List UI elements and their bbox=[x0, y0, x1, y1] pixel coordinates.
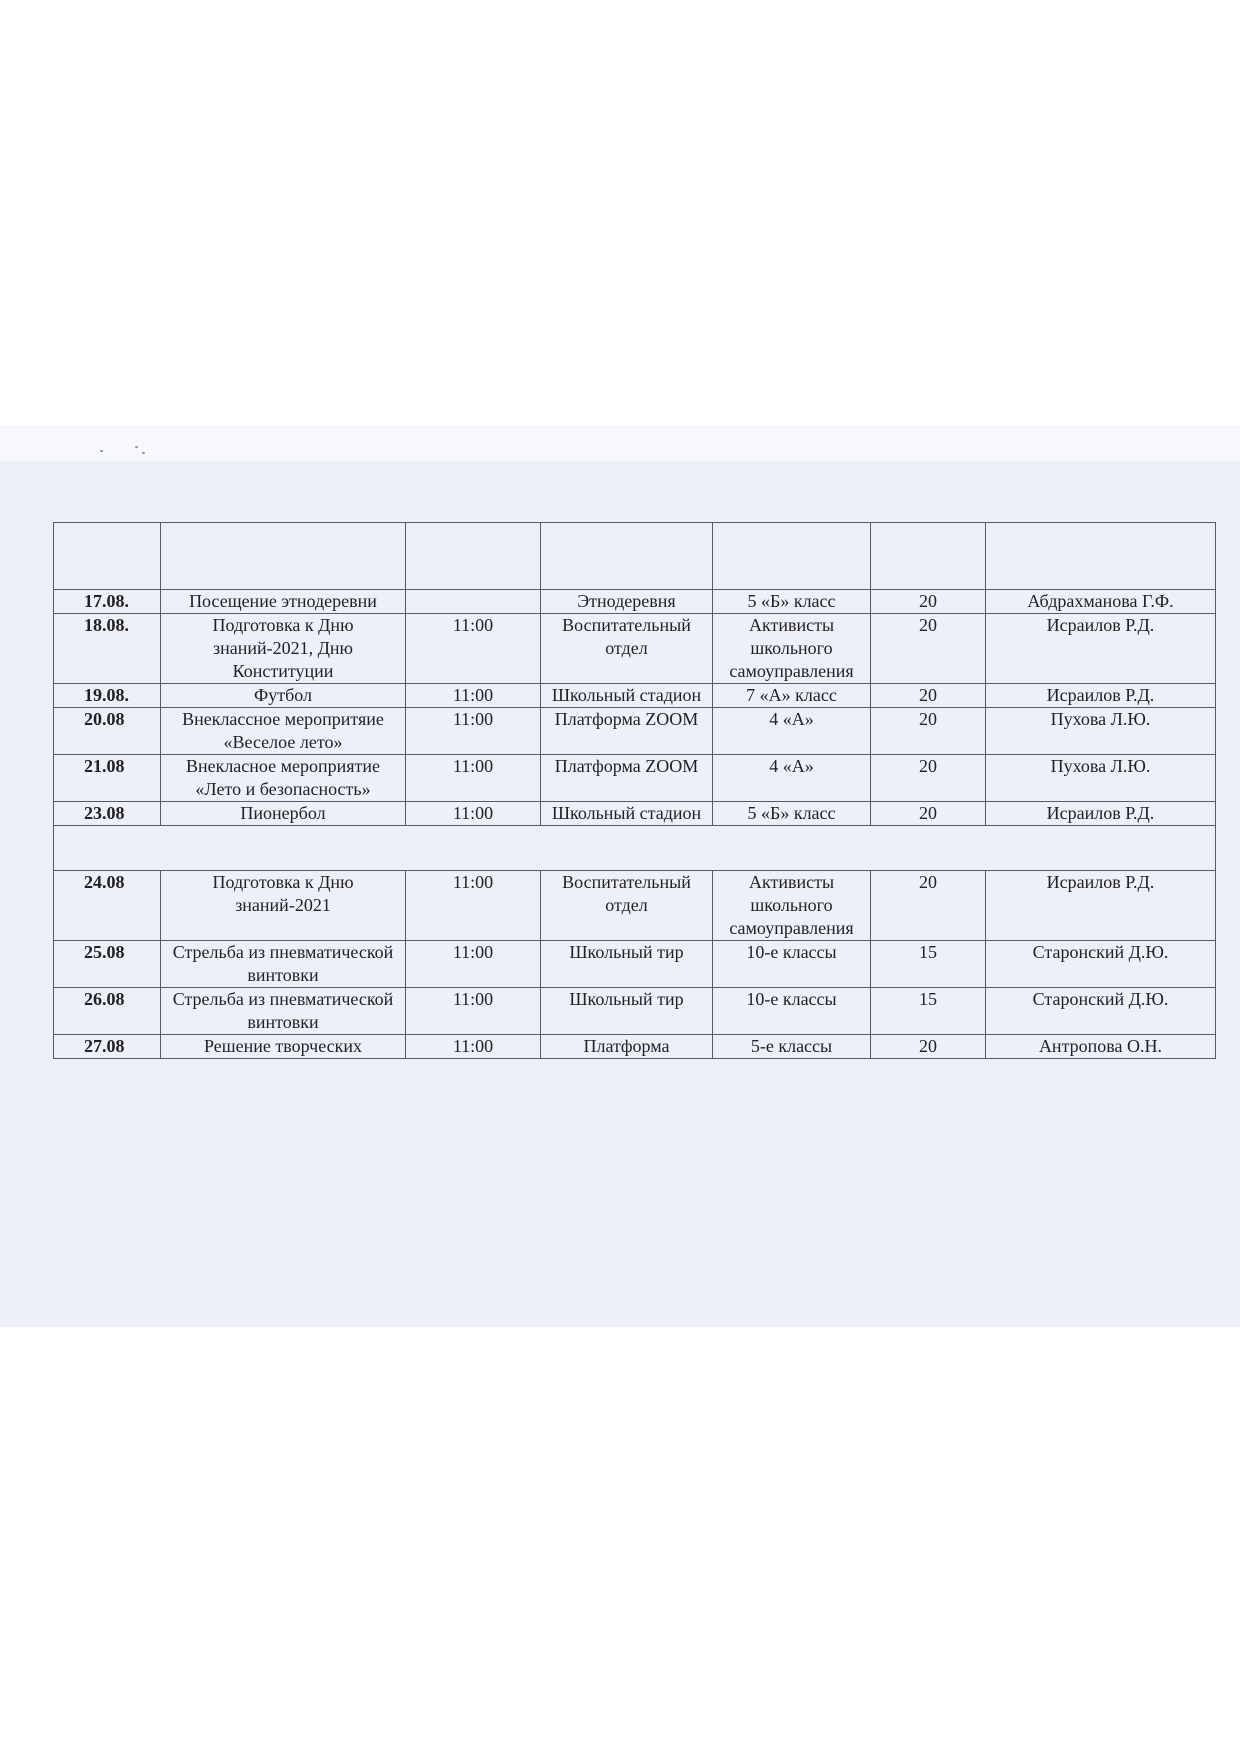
table-row bbox=[54, 590, 1216, 614]
count-cell: 20 bbox=[871, 1035, 986, 1059]
table-row bbox=[54, 1035, 1216, 1059]
time-cell: 11:00 bbox=[406, 755, 541, 802]
participants-cell: 5-е классы bbox=[713, 1035, 871, 1059]
count-cell: 20 bbox=[871, 755, 986, 802]
participants-cell: Активисты школьного самоуправления bbox=[713, 614, 871, 684]
date-cell: 24.08 bbox=[54, 871, 161, 941]
scan-speck bbox=[142, 452, 145, 454]
table-row bbox=[54, 755, 1216, 802]
event-cell: Подготовка к Дню знаний-2021 bbox=[161, 871, 406, 941]
scan-edge bbox=[0, 425, 1240, 461]
responsible-cell: Абдрахманова Г.Ф. bbox=[986, 590, 1216, 614]
responsible-cell: Старонский Д.Ю. bbox=[986, 941, 1216, 988]
count-cell: 20 bbox=[871, 802, 986, 826]
participants-cell: 7 «А» класс bbox=[713, 684, 871, 708]
scan-speck bbox=[100, 450, 103, 452]
place-cell: Школьный стадион bbox=[541, 802, 713, 826]
responsible-cell: Исраилов Р.Д. bbox=[986, 614, 1216, 684]
date-cell: 20.08 bbox=[54, 708, 161, 755]
place-cell: Платформа ZOOM bbox=[541, 755, 713, 802]
date-cell: 27.08 bbox=[54, 1035, 161, 1059]
header-cell bbox=[54, 523, 161, 590]
date-cell: 19.08. bbox=[54, 684, 161, 708]
count-cell: 15 bbox=[871, 941, 986, 988]
table-row bbox=[54, 708, 1216, 755]
event-cell: Футбол bbox=[161, 684, 406, 708]
scan-speck bbox=[135, 446, 138, 448]
date-cell: 18.08. bbox=[54, 614, 161, 684]
place-cell: Воспитательный отдел bbox=[541, 614, 713, 684]
table-header-row bbox=[54, 523, 1216, 590]
time-cell: 11:00 bbox=[406, 1035, 541, 1059]
table-row bbox=[54, 988, 1216, 1035]
header-cell bbox=[406, 523, 541, 590]
place-cell: Этнодеревня bbox=[541, 590, 713, 614]
time-cell: 11:00 bbox=[406, 988, 541, 1035]
header-cell bbox=[713, 523, 871, 590]
responsible-cell: Исраилов Р.Д. bbox=[986, 684, 1216, 708]
date-cell: 23.08 bbox=[54, 802, 161, 826]
participants-cell: 10-е классы bbox=[713, 988, 871, 1035]
count-cell: 20 bbox=[871, 708, 986, 755]
event-cell: Подготовка к Дню знаний-2021, Дню Конституции bbox=[161, 614, 406, 684]
header-cell bbox=[541, 523, 713, 590]
responsible-cell: Пухова Л.Ю. bbox=[986, 708, 1216, 755]
count-cell: 20 bbox=[871, 871, 986, 941]
table-row bbox=[54, 614, 1216, 684]
participants-cell: 10-е классы bbox=[713, 941, 871, 988]
responsible-cell: Антропова О.Н. bbox=[986, 1035, 1216, 1059]
date-cell: 17.08. bbox=[54, 590, 161, 614]
participants-cell: 5 «Б» класс bbox=[713, 590, 871, 614]
header-cell bbox=[161, 523, 406, 590]
schedule-table bbox=[53, 522, 1216, 1059]
participants-cell: 5 «Б» класс bbox=[713, 802, 871, 826]
participants-cell: 4 «А» bbox=[713, 755, 871, 802]
event-cell: Внекласное мероприятие «Лето и безопасность» bbox=[161, 755, 406, 802]
participants-cell: 4 «А» bbox=[713, 708, 871, 755]
place-cell: Платформа bbox=[541, 1035, 713, 1059]
time-cell: 11:00 bbox=[406, 941, 541, 988]
place-cell: Школьный тир bbox=[541, 941, 713, 988]
table-gap-row bbox=[54, 826, 1216, 871]
count-cell: 20 bbox=[871, 614, 986, 684]
date-cell: 21.08 bbox=[54, 755, 161, 802]
responsible-cell: Исраилов Р.Д. bbox=[986, 871, 1216, 941]
place-cell: Воспитательный отдел bbox=[541, 871, 713, 941]
responsible-cell: Старонский Д.Ю. bbox=[986, 988, 1216, 1035]
place-cell: Школьный тир bbox=[541, 988, 713, 1035]
time-cell: 11:00 bbox=[406, 684, 541, 708]
time-cell: 11:00 bbox=[406, 802, 541, 826]
responsible-cell: Пухова Л.Ю. bbox=[986, 755, 1216, 802]
time-cell bbox=[406, 590, 541, 614]
event-cell: Посещение этнодеревни bbox=[161, 590, 406, 614]
header-cell bbox=[871, 523, 986, 590]
time-cell: 11:00 bbox=[406, 871, 541, 941]
time-cell: 11:00 bbox=[406, 708, 541, 755]
gap-cell bbox=[54, 826, 1216, 871]
date-cell: 25.08 bbox=[54, 941, 161, 988]
table-row bbox=[54, 684, 1216, 708]
responsible-cell: Исраилов Р.Д. bbox=[986, 802, 1216, 826]
count-cell: 15 bbox=[871, 988, 986, 1035]
header-cell bbox=[986, 523, 1216, 590]
count-cell: 20 bbox=[871, 590, 986, 614]
table-row bbox=[54, 871, 1216, 941]
table-row bbox=[54, 941, 1216, 988]
time-cell: 11:00 bbox=[406, 614, 541, 684]
count-cell: 20 bbox=[871, 684, 986, 708]
table-row bbox=[54, 802, 1216, 826]
event-cell: Стрельба из пневматической винтовки bbox=[161, 988, 406, 1035]
event-cell: Стрельба из пневматической винтовки bbox=[161, 941, 406, 988]
place-cell: Платформа ZOOM bbox=[541, 708, 713, 755]
place-cell: Школьный стадион bbox=[541, 684, 713, 708]
event-cell: Внеклассное меропритяие «Веселое лето» bbox=[161, 708, 406, 755]
event-cell: Решение творческих bbox=[161, 1035, 406, 1059]
participants-cell: Активисты школьного самоуправления bbox=[713, 871, 871, 941]
event-cell: Пионербол bbox=[161, 802, 406, 826]
date-cell: 26.08 bbox=[54, 988, 161, 1035]
